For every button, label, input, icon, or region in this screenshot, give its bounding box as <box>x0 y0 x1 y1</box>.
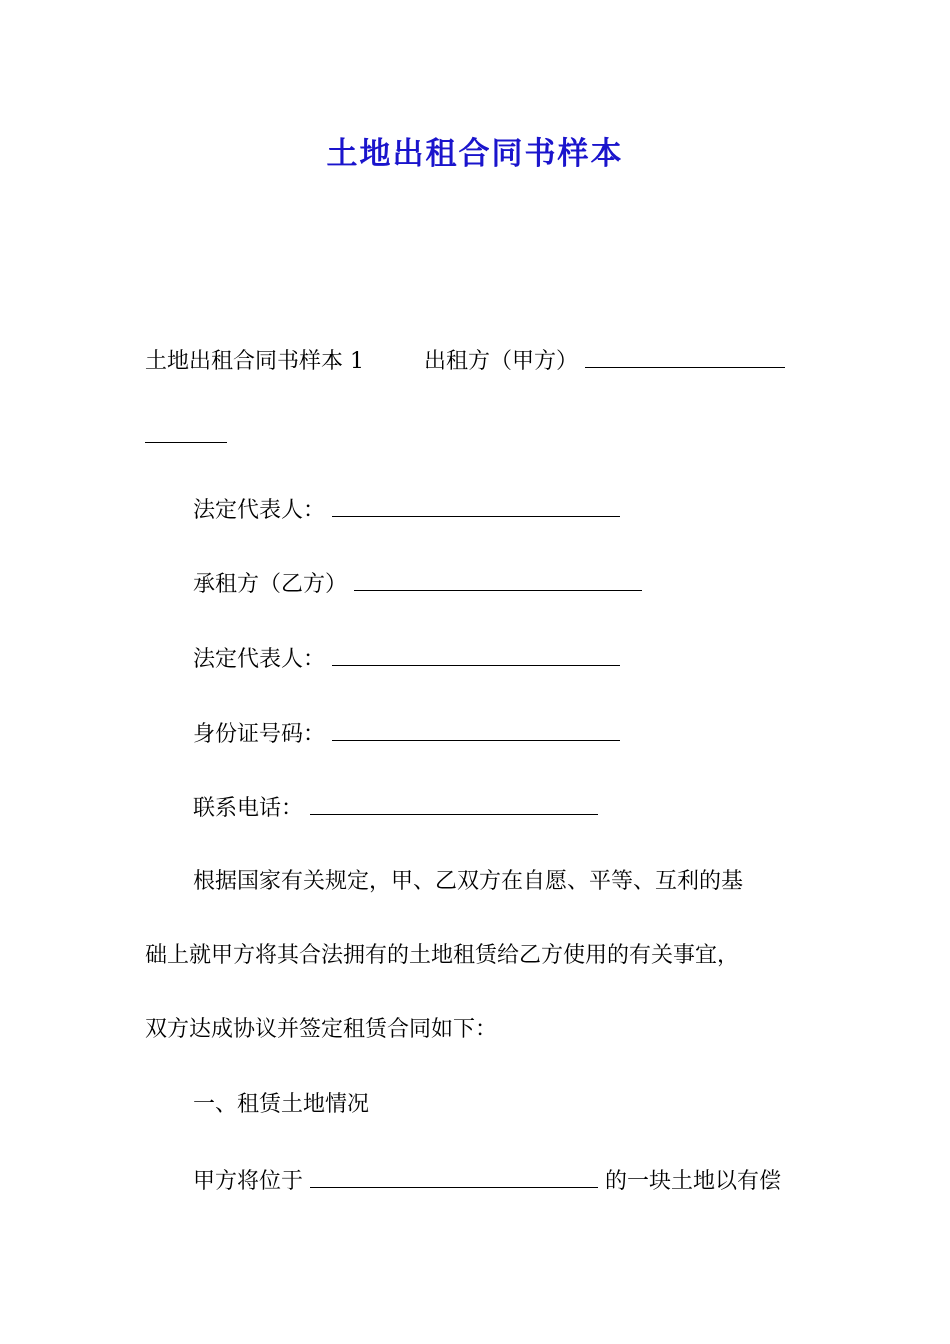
lessor-label: 出租方（甲方） <box>424 349 579 374</box>
phone-field <box>193 792 598 824</box>
legal-rep-2-blank <box>332 643 620 666</box>
lessee-blank <box>354 568 642 591</box>
id-number-field <box>193 718 620 750</box>
lessee-label: 承租方（乙方） <box>193 572 348 597</box>
intro-line-1: 根据国家有关规定，甲、乙双方在自愿、平等、互利的基 <box>193 869 744 894</box>
phone-label: 联系电话： <box>193 796 304 821</box>
heading-line <box>145 345 785 377</box>
legal-rep-1-field <box>193 494 620 526</box>
document-title: 土地出租合同书样本 <box>326 136 624 172</box>
lessor-blank-cont <box>145 420 227 443</box>
legal-rep-1-blank <box>332 494 620 517</box>
section-1-line <box>193 1165 781 1197</box>
lessor-blank <box>585 345 785 368</box>
location-blank <box>310 1165 598 1188</box>
lessor-blank-continuation <box>145 420 227 452</box>
section-title: 土地出租合同书样本 1 <box>145 349 364 374</box>
intro-line-2: 础上就甲方将其合法拥有的土地租赁给乙方使用的有关事宜， <box>145 943 740 968</box>
section-1-heading: 一、租赁土地情况 <box>193 1092 370 1117</box>
legal-rep-1-label: 法定代表人： <box>193 498 326 523</box>
phone-blank <box>310 792 598 815</box>
legal-rep-2-label: 法定代表人： <box>193 647 326 672</box>
id-number-label: 身份证号码： <box>193 722 326 747</box>
lessee-field <box>193 568 642 600</box>
section-1-prefix: 甲方将位于 <box>193 1169 304 1194</box>
legal-rep-2-field <box>193 643 620 675</box>
id-number-blank <box>332 718 620 741</box>
section-1-suffix: 的一块土地以有偿 <box>605 1169 782 1194</box>
intro-line-3: 双方达成协议并签定租赁合同如下： <box>145 1017 498 1042</box>
